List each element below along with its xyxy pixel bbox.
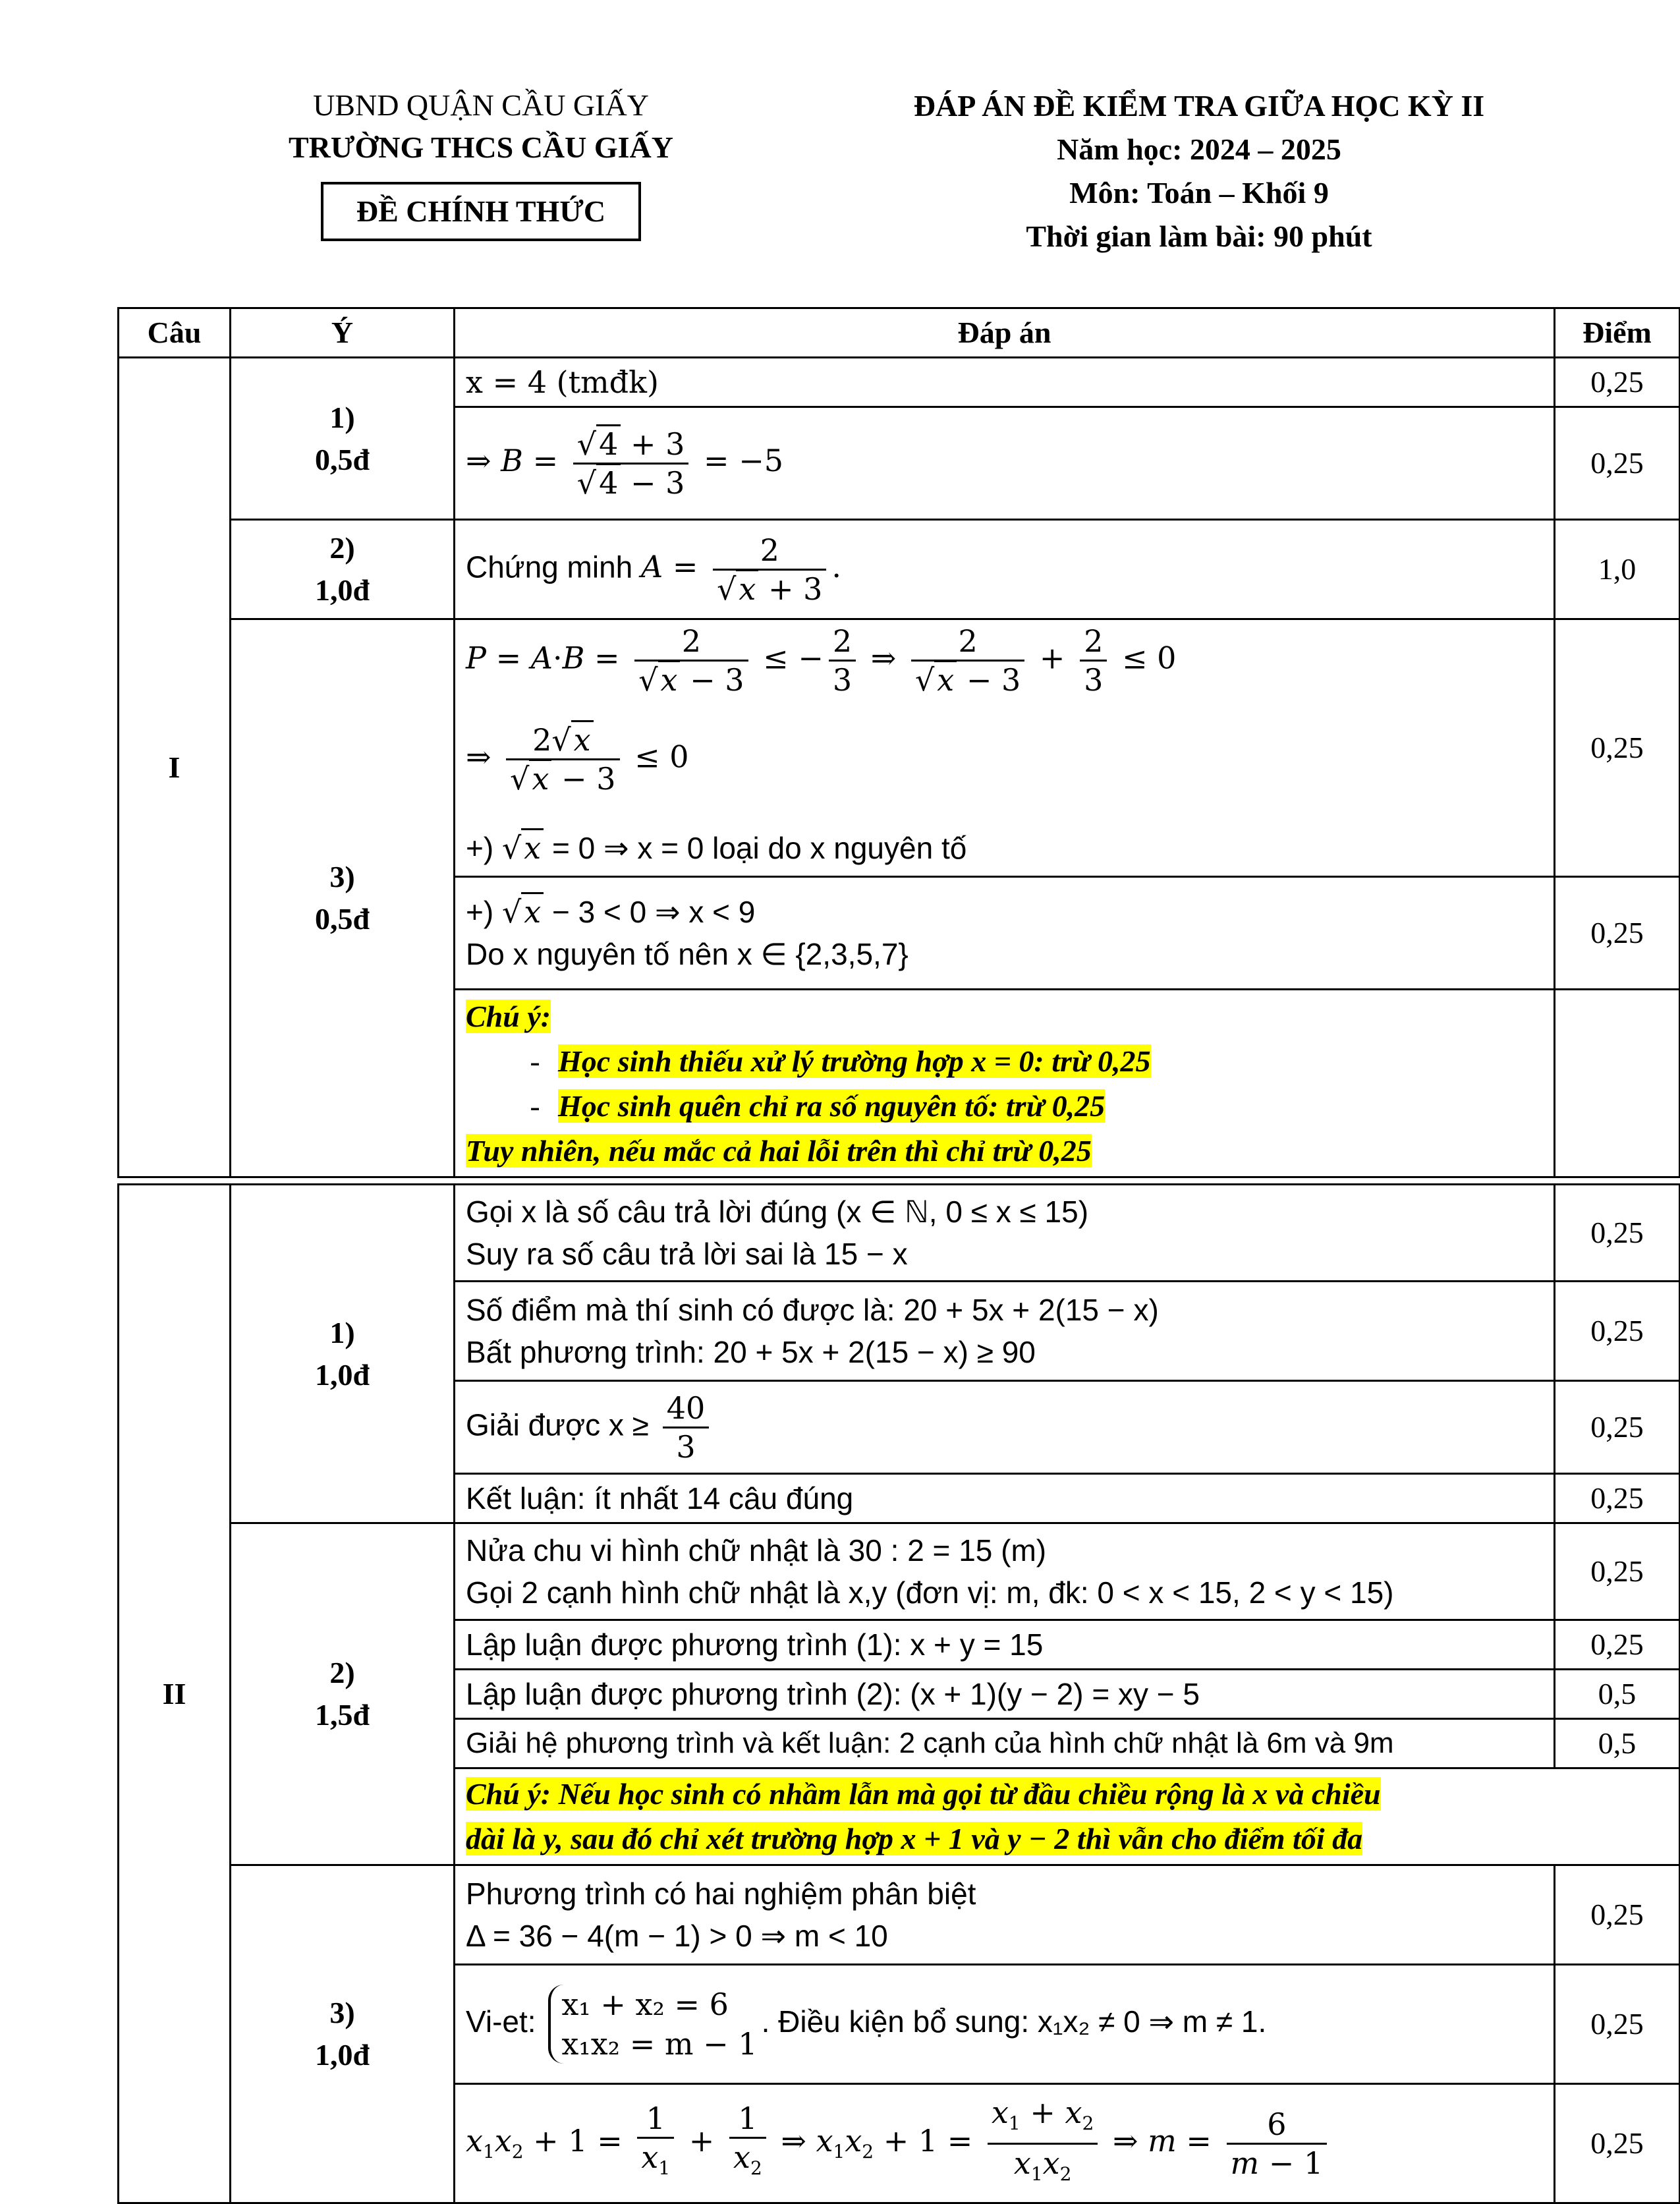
answer-cell [455, 1965, 1555, 2084]
part-points: 1,5đ [314, 1698, 370, 1732]
part-label [231, 358, 455, 520]
question-label: II [119, 1185, 231, 2203]
points-cell [1555, 990, 1680, 1177]
table-row [119, 1523, 1680, 1620]
part-number: 2) [329, 531, 355, 565]
vieta-product: x₁x₂ = m − 1 [561, 2026, 758, 2062]
points-cell: 0,25 [1555, 358, 1680, 407]
answer-cell [455, 619, 1555, 877]
formula-p2: ⇒ $\frac{2√x}{√x - 3}$ ≤ 0 [466, 715, 1543, 827]
points-cell: 0,25 [1555, 1620, 1680, 1670]
case-2: +) √x − 3 < 0 ⇒ x < 9 [466, 891, 1543, 933]
note-line: dài là y, sau đó chỉ xét trường hợp x + 1 và y − 2 thì vẫn cho điểm tối đa [466, 1822, 1363, 1855]
points-cell: 0,5 [1555, 1670, 1680, 1719]
answer-text: Δ = 36 − 4(m − 1) > 0 ⇒ m < 10 [466, 1919, 888, 1953]
formula-b: ⇒ B = $\frac{√4 + 3}{√4 - 3}$ = −5 [466, 443, 783, 478]
table-row [119, 358, 1680, 407]
part-points: 0,5đ [314, 902, 370, 936]
official-stamp: ĐỀ CHÍNH THỨC [321, 182, 641, 241]
answer-cell [455, 2084, 1555, 2203]
answer-cell: Giải hệ phương trình và kết luận: 2 cạnh của hình chữ nhật là 6m và 9m [455, 1719, 1555, 1768]
part-number: 1) [329, 1315, 355, 1349]
fraction-denominator: 3 [676, 1428, 696, 1465]
note-cell [455, 1768, 1680, 1865]
points-cell: 0,25 [1555, 877, 1680, 990]
subject: Môn: Toán – Khối 9 [1069, 176, 1329, 210]
vieta-sum: x₁ + x₂ = 6 [561, 1987, 729, 2022]
answer-cell [455, 1185, 1555, 1282]
exam-time: Thời gian làm bài: 90 phút [1026, 219, 1372, 253]
part-number: 3) [329, 860, 355, 893]
answer-text: Gọi x là số câu trả lời đúng (x ∈ ℕ, 0 ≤ x ≤ 15) [466, 1195, 1089, 1229]
formula-m: $x_1x_2 + 1$ = $\frac{1}{x_1}$ + $\frac{1}{x_2}$ ⇒ $x_1x_2 + 1$ = $\frac{x_1 + x_2}{x_1x_2}$ ⇒ m = $\frac{6}{m - 1}$ [466, 2123, 1332, 2159]
points-cell: 0,25 [1555, 1282, 1680, 1381]
case-3: Do x nguyên tố nên x ∈ {2,3,5,7} [466, 937, 909, 971]
part-number: 2) [329, 1656, 355, 1689]
header-right [830, 84, 1568, 258]
header-left [250, 84, 712, 241]
points-cell: 0,25 [1555, 1865, 1680, 1965]
part-number: 3) [329, 1996, 355, 2029]
points-cell: 0,25 [1555, 2084, 1680, 2203]
vieta-system [548, 1985, 757, 2064]
case-1: +) √x = 0 ⇒ x = 0 loại do x nguyên tố [466, 827, 1543, 869]
answer-cell: Kết luận: ít nhất 14 câu đúng [455, 1474, 1555, 1523]
table-header-row [119, 308, 1680, 358]
table-row [119, 619, 1680, 877]
points-cell: 0,25 [1555, 1381, 1680, 1474]
answer-cell [455, 358, 1555, 407]
answer-cell [455, 1865, 1555, 1965]
answer-text: Suy ra số câu trả lời sai là 15 − x [466, 1237, 908, 1271]
part-points: 1,0đ [314, 1357, 370, 1392]
col-header-cau: Câu [119, 308, 231, 358]
part-label [231, 520, 455, 619]
points-cell: 0,25 [1555, 1474, 1680, 1523]
part-label [231, 1523, 455, 1865]
answer-text: Gọi 2 cạnh hình chữ nhật là x,y (đơn vị: m, đk: 0 < x < 15, 2 < y < 15) [466, 1575, 1394, 1610]
part-points: 1,0đ [314, 2038, 370, 2072]
answer-cell: Lập luận được phương trình (2): (x + 1)(y − 2) = xy − 5 [455, 1670, 1555, 1719]
answer-cell [455, 877, 1555, 990]
answer-text: Nửa chu vi hình chữ nhật là 30 : 2 = 15 (m) [466, 1533, 1047, 1568]
answer-text: Vi-et: [466, 2004, 536, 2039]
school-name: TRƯỜNG THCS CẦU GIẤY [288, 130, 673, 164]
part-number: 1) [329, 400, 355, 434]
answer-text: Chứng minh [466, 550, 633, 584]
points-cell: 1,0 [1555, 520, 1680, 619]
answer-cell [455, 407, 1555, 520]
points-cell: 0,25 [1555, 407, 1680, 520]
part-label [231, 1865, 455, 2203]
points-cell: 0,25 [1555, 1965, 1680, 2084]
part-points: 1,0đ [314, 573, 370, 607]
points-cell: 0,25 [1555, 1185, 1680, 1282]
school-year: Năm học: 2024 – 2025 [1057, 132, 1341, 166]
answer-text: . Điều kiện bổ sung: x₁x₂ ≠ 0 ⇒ m ≠ 1. [761, 2004, 1267, 2039]
formula-a: A = $\frac{2}{√x + 3}$ . [641, 532, 842, 607]
answer-text: Bất phương trình: 20 + 5x + 2(15 − x) ≥ 90 [466, 1335, 1036, 1369]
doc-title: ĐÁP ÁN ĐỀ KIỂM TRA GIỮA HỌC KỲ II [913, 89, 1485, 123]
points-cell: 0,25 [1555, 619, 1680, 877]
part-label [231, 619, 455, 1177]
points-cell: 0,5 [1555, 1719, 1680, 1768]
answer-cell [455, 1282, 1555, 1381]
answer-text: Phương trình có hai nghiệm phân biệt [466, 1877, 976, 1911]
col-header-diem: Điểm [1555, 308, 1680, 358]
note-title: Chú ý: [466, 1000, 551, 1033]
answer-cell [455, 520, 1555, 619]
fraction-numerator: 40 [663, 1390, 710, 1428]
note-item: Học sinh thiếu xử lý trường hợp x = 0: trừ 0,25 [558, 1044, 1151, 1078]
answer-cell [455, 1381, 1555, 1474]
question-label: I [119, 358, 231, 1177]
answer-cell: Lập luận được phương trình (1): x + y = 15 [455, 1620, 1555, 1670]
note-line: Chú ý: Nếu học sinh có nhầm lẫn mà gọi từ đầu chiều rộng là x và chiều [466, 1777, 1381, 1811]
table-row [119, 1185, 1680, 1282]
table-row [119, 520, 1680, 619]
answer-cell [455, 1523, 1555, 1620]
note-item: Học sinh quên chỉ ra số nguyên tố: trừ 0,25 [558, 1089, 1106, 1123]
district-name: UBND QUẬN CẦU GIẤY [313, 88, 649, 122]
answer-text: x = 4 (tmđk) [466, 364, 659, 400]
formula-p: P = A·B = $\frac{2}{√x - 3}$ ≤ − $\frac{2}{3}$ ⇒ $\frac{2}{√x - 3}$ + $\frac{2}{3}$ ≤ 0 [466, 623, 1177, 698]
part-label [231, 1185, 455, 1523]
note-cell: Chú ý: - Học sinh thiếu xử lý trường hợp x = 0: trừ 0,25 - Học sinh quên chỉ ra số nguyên tố: trừ 0,25 Tuy nhiên, nếu mắc cả hai lỗi trên thì chỉ trừ 0,25 [455, 990, 1555, 1177]
table-row [119, 1865, 1680, 1965]
answer-text: Số điểm mà thí sinh có được là: 20 + 5x + 2(15 − x) [466, 1293, 1159, 1327]
part-points: 0,5đ [314, 442, 370, 476]
answer-table-2 [117, 1183, 1680, 2204]
points-cell: 0,25 [1555, 1523, 1680, 1620]
col-header-y: Ý [231, 308, 455, 358]
note-last: Tuy nhiên, nếu mắc cả hai lỗi trên thì chỉ trừ 0,25 [466, 1134, 1092, 1168]
answer-table [117, 307, 1680, 1178]
col-header-dap-an: Đáp án [455, 308, 1555, 358]
answer-text: Giải được x ≥ [466, 1407, 649, 1442]
